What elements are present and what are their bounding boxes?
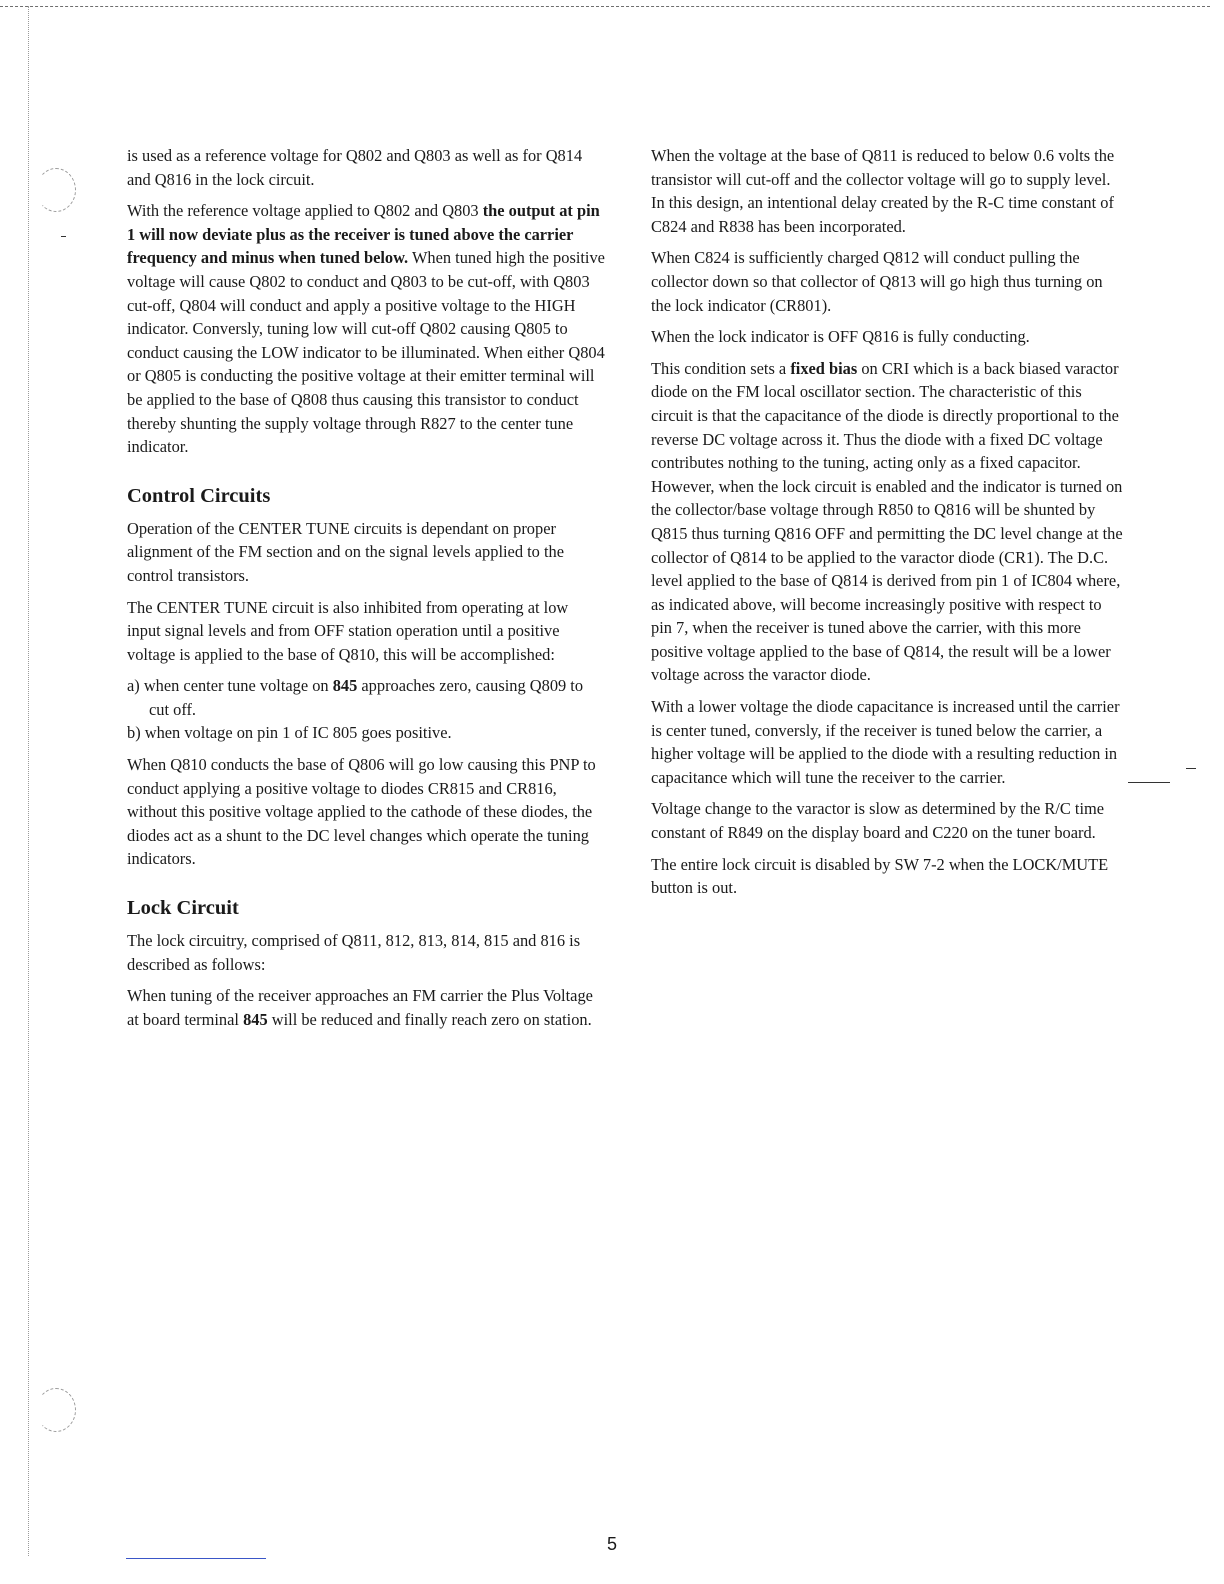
paragraph: Operation of the CENTER TUNE circuits is dependant on proper alignment of the FM section and on the signal levels applied to the control transistors. bbox=[127, 518, 564, 585]
binder-hole-top bbox=[36, 168, 76, 212]
scan-mark bbox=[61, 236, 66, 237]
scan-mark bbox=[1128, 782, 1170, 783]
binder-hole-bottom bbox=[36, 1388, 76, 1432]
text-span: a) when center tune voltage on bbox=[127, 676, 333, 696]
paragraph bbox=[127, 984, 605, 1031]
paragraph bbox=[651, 357, 1123, 687]
scan-edge-top bbox=[0, 6, 1210, 7]
paragraph: When the lock indicator is OFF Q816 is fully conducting. bbox=[651, 327, 1030, 347]
bold-text: 845 bbox=[332, 676, 358, 696]
bold-text: fixed bias bbox=[790, 358, 858, 378]
section-heading: Lock Circuit bbox=[127, 897, 239, 920]
bold-text: 845 bbox=[243, 1009, 268, 1029]
paragraph: is used as a reference voltage for Q802 and Q803 as well as for Q814 and Q816 in the lock circuit. bbox=[127, 146, 583, 189]
text-span: When tuning of the receiver approaches an FM carrier the Plus Voltage at board terminal bbox=[127, 986, 593, 1029]
left-column bbox=[127, 144, 605, 1039]
paragraph: When C824 is sufficiently charged Q812 will conduct pulling the collector down so that collector of Q813 will go high thus turning on the lock indicator (CR801). bbox=[651, 248, 1103, 315]
right-column bbox=[651, 144, 1123, 908]
paragraph: The entire lock circuit is disabled by SW 7-2 when the LOCK/MUTE button is out. bbox=[651, 854, 1109, 898]
text-span: on CRI which is a back biased varactor diode on the FM local oscillator section. The characteristic of this circuit is that the capacitance of the diode is directly proportional to the reverse DC voltage across it. Thus the diode with a fixed DC voltage contributes nothing to the tuning, acting only as a fixed capacitor. However, when the lock circuit is enabled and the indicator is turned on the collector/base voltage through R850 to Q816 will be shunted by Q815 thus turning Q816 OFF and permitting the DC level change at the collector of Q814 to be applied to the varactor diode (CR1). The D.C. level applied to the base of Q814 is derived from pin 1 of IC804 where, as indicated above, will become increasingly positive with respect to pin 7, when the receiver is tuned above the carrier, with this more positive voltage applied to the base of Q814, the result will be a lower voltage across the varactor diode. bbox=[651, 358, 1123, 685]
page-number: 5 bbox=[606, 1534, 617, 1554]
paragraph: When the voltage at the base of Q811 is reduced to below 0.6 volts the transistor will cut-off and the collector voltage will go to supply level. In this design, an intentional delay created by the R-C time constant of C824 and R838 has been incorporated. bbox=[651, 146, 1115, 236]
list-item: b) when voltage on pin 1 of IC 805 goes positive. bbox=[127, 723, 452, 743]
bold-text: the output at pin 1 will now deviate plus as the receiver is tuned above the carrier frequency and minus when tuned below. bbox=[127, 201, 600, 268]
text-span: will be reduced and finally reach zero on station. bbox=[267, 1009, 592, 1029]
text-span: With the reference voltage applied to Q802 and Q803 bbox=[127, 201, 483, 221]
text-span: This condition sets a bbox=[651, 358, 791, 378]
section-heading: Control Circuits bbox=[127, 484, 271, 507]
text-span: When tuned high the positive voltage will cause Q802 to conduct and Q803 to be cut-off, with Q803 cut-off, Q804 will conduct and apply a positive voltage to the HIGH indicator. Conversly, tuning low will cut-off Q802 causing Q805 to conduct causing the LOW indicator to be illuminated. When either Q804 or Q805 is conducting the positive voltage at their emitter terminal will be applied to the base of Q808 thus causing this transistor to conduct thereby shunting the supply voltage through R827 to the center tune indicator. bbox=[127, 248, 605, 457]
text-span: approaches zero, causing Q809 to cut off. bbox=[149, 676, 584, 719]
condition-list bbox=[127, 674, 605, 745]
paragraph: With a lower voltage the diode capacitance is increased until the carrier is center tuned, conversly, if the receiver is tuned below the carrier, a higher voltage will be applied to the diode with a resulting reduction in capacitance which will tune the receiver to the carrier. bbox=[651, 697, 1120, 787]
scan-edge-left bbox=[28, 6, 29, 1556]
paragraph bbox=[127, 199, 605, 459]
paragraph: The lock circuitry, comprised of Q811, 812, 813, 814, 815 and 816 is described as follows: bbox=[127, 931, 581, 974]
paragraph: When Q810 conducts the base of Q806 will go low causing this PNP to conduct applying a positive voltage to diodes CR815 and CR816, without this positive voltage applied to the cathode of these diodes, the diodes act as a shunt to the DC level changes which operate the tuning indicators. bbox=[127, 755, 596, 869]
scan-mark bbox=[1186, 768, 1196, 769]
list-item bbox=[127, 674, 605, 721]
paragraph: The CENTER TUNE circuit is also inhibited from operating at low input signal levels and from OFF station operation until a positive voltage is applied to the base of Q810, this will be accomplished: bbox=[127, 597, 569, 664]
footer-rule bbox=[126, 1558, 266, 1559]
paragraph: Voltage change to the varactor is slow as determined by the R/C time constant of R849 on the display board and C220 on the tuner board. bbox=[651, 799, 1105, 843]
